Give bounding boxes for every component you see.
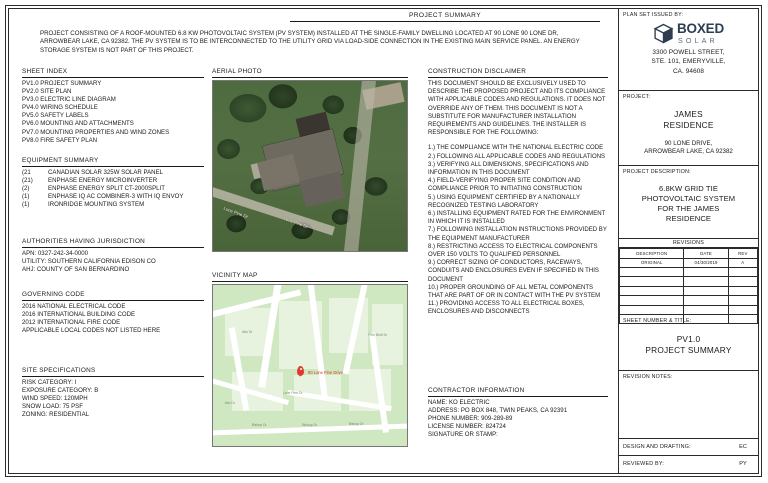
contractor-information-title: CONTRACTOR INFORMATION <box>428 387 525 394</box>
authorities-section <box>22 238 204 274</box>
contractor-information-rule <box>428 396 608 397</box>
design-drafting-value: EC <box>739 443 747 450</box>
vicinity-map-title: VICINITY MAP <box>212 272 258 279</box>
list-item: 5.) USING EQUIPMENT CERTIFIED BY A NATIONALLY RECOGNIZED TESTING LABORATORY <box>428 194 580 209</box>
reviewed-by-label: REVIEWED BY: <box>623 461 665 468</box>
table-row <box>22 201 204 209</box>
authorities-title: AUTHORITIES HAVING JURISDICTION <box>22 238 146 245</box>
equipment-summary-rule <box>22 166 204 167</box>
map-street-label: Bishop Dr <box>251 423 267 428</box>
table-row <box>22 169 204 177</box>
revision-description: ORIGINAL <box>620 258 684 267</box>
project-description-paragraph: PROJECT CONSISTING OF A ROOF-MOUNTED 6.8 KW PHOTOVOLTAIC SYSTEM (PV SYSTEM) INSTALLED AT THE SINGLE-FAMILY DWELLING LOCATED AT 90 LONE 90 LONE DR, ARROWBEAR LAKE, CA 92382. THE PV SYSTEM IS TO BE INTERCONNECTED TO THE UTILITY GRID VIA LOAD-SIDE CONNECTION IN THE EXISTING MAIN SERVICE PANEL. AN ENERGY STORAGE SYSTEM IS NOT PART OF THIS PROJECT. <box>40 30 580 54</box>
map-street-label: Bishop Dr <box>302 423 318 428</box>
sheet-index-title: SHEET INDEX <box>22 68 68 75</box>
issued-by-label: PLAN SET ISSUED BY: <box>623 12 684 18</box>
project-address-line: 90 LONE DRIVE, <box>664 139 713 147</box>
list-item: SIGNATURE OR STAMP: <box>428 431 498 439</box>
table-row <box>22 193 204 201</box>
equipment-qty: (1) <box>22 193 30 201</box>
construction-disclaimer-section <box>428 68 608 317</box>
equipment-desc: IRONRIDGE MOUNTING SYSTEM <box>48 201 145 209</box>
equipment-summary-section <box>22 157 204 209</box>
project-description-text <box>619 184 758 224</box>
map-street-label: Alto Dr <box>242 330 253 335</box>
equipment-qty: (2) <box>22 185 30 193</box>
table-row[interactable] <box>620 305 758 314</box>
revisions-table <box>619 248 758 324</box>
list-item: PV3.0 ELECTRIC LINE DIAGRAM <box>22 96 116 104</box>
table-row[interactable] <box>620 286 758 295</box>
site-specifications-section <box>22 367 204 419</box>
issued-by-cell <box>619 9 758 91</box>
vicinity-map-section <box>212 272 408 447</box>
design-drafting-cell <box>619 439 758 456</box>
revisions-cell <box>619 239 758 315</box>
table-row[interactable] <box>620 268 758 277</box>
company-logo <box>619 22 758 44</box>
list-item: 9.) CORRECT SIZING OF CONDUCTORS, RACEWAYS, CONDUITS AND ENCLOSURES EVEN IF SPECIFIED IN THIS DOCUMENT <box>428 260 599 283</box>
table-row[interactable] <box>620 277 758 286</box>
logo-name-primary: BOXED <box>676 21 724 36</box>
site-specifications-rule <box>22 376 204 377</box>
sheet-title: PROJECT SUMMARY <box>645 344 732 355</box>
revision-notes-cell[interactable] <box>619 371 758 438</box>
list-item: PV1.0 PROJECT SUMMARY <box>22 80 102 87</box>
list-item: PV4.0 WIRING SCHEDULE <box>22 104 98 112</box>
project-name <box>619 109 758 130</box>
aerial-photo-image <box>212 80 408 252</box>
description-line: FOR THE JAMES <box>657 203 720 213</box>
description-line: PHOTOVOLTAIC SYSTEM <box>641 193 736 203</box>
column-header: DESCRIPTION <box>620 249 684 258</box>
reviewed-by-cell <box>619 456 758 473</box>
sheet-identity <box>619 334 758 355</box>
reviewed-by-value: PY <box>739 461 747 468</box>
equipment-desc: ENPHASE ENERGY SPLIT CT-2000SPLIT <box>48 185 165 193</box>
aerial-photo-title: AERIAL PHOTO <box>212 68 262 75</box>
column-header: DATE <box>684 249 728 258</box>
design-drafting-row <box>619 439 758 455</box>
equipment-qty: (1) <box>22 201 30 209</box>
list-item: AHJ: COUNTY OF SAN BERNARDINO <box>22 266 130 274</box>
sheet-index-list <box>22 80 204 145</box>
authorities-list <box>22 250 204 274</box>
list-item: APPLICABLE LOCAL CODES NOT LISTED HERE <box>22 327 161 335</box>
equipment-qty: (21) <box>22 177 33 185</box>
list-item: PV5.0 SAFETY LABELS <box>22 112 89 120</box>
list-item: ZONING: RESIDENTIAL <box>22 411 90 419</box>
list-item: NAME: KO ELECTRIC <box>428 399 490 406</box>
list-item: ADDRESS: PO BOX 848, TWIN PEAKS, CA 92391 <box>428 407 568 415</box>
aerial-street-label: Lone Pine Dr <box>222 205 249 220</box>
column-header: REV <box>728 249 757 258</box>
table-row <box>22 177 204 185</box>
list-item: PHONE NUMBER: 909-289-89 <box>428 415 513 423</box>
equipment-desc: ENPHASE ENERGY MICROINVERTER <box>48 177 158 185</box>
revision-rev: A <box>728 258 757 267</box>
project-address-line: ARROWBEAR LAKE, CA 92382 <box>644 148 733 156</box>
map-street-label: Bishop Dr <box>348 421 364 426</box>
sheet-number-cell <box>619 315 758 371</box>
site-specifications-title: SITE SPECIFICATIONS <box>22 367 96 374</box>
contractor-information-section <box>428 387 608 439</box>
map-street-label: Alto Dr <box>224 400 235 405</box>
sheet-index-section <box>22 68 204 145</box>
equipment-summary-title: EQUIPMENT SUMMARY <box>22 157 99 164</box>
list-item: 3.) VERIFYING ALL DIMENSIONS, SPECIFICATIONS AND INFORMATION IN THIS DOCUMENT <box>428 161 589 177</box>
list-item: 2016 INTERNATIONAL BUILDING CODE <box>22 311 136 319</box>
company-address <box>619 48 758 76</box>
list-item: 2012 INTERNATIONAL FIRE CODE <box>22 319 121 327</box>
map-street-label: Lone Pine Dr <box>282 391 303 396</box>
list-item: PV2.0 SITE PLAN <box>22 88 72 96</box>
aerial-photo-section <box>212 68 408 252</box>
contractor-information-list <box>428 399 608 439</box>
project-description-label: PROJECT DESCRIPTION: <box>623 168 691 175</box>
list-item: PV7.0 MOUNTING PROPERTIES AND WIND ZONES <box>22 128 170 136</box>
revisions-title: REVISIONS <box>619 239 758 248</box>
construction-disclaimer-list <box>428 144 608 316</box>
list-item: APN: 0327-242-34-0000 <box>22 250 89 257</box>
list-item: 10.) PROPER GROUNDING OF ALL METAL COMPONENTS THAT ARE PART OF OR IN CONTACT WITH THE PV SYSTEM <box>428 284 601 300</box>
construction-disclaimer-intro: THIS DOCUMENT SHOULD BE EXCLUSIVELY USED TO DESCRIBE THE PROPOSED PROJECT AND ITS COMPLIANCE WITH APPLICABLE CODES AND REGULATIONS. IT DOES NOT OVERRIDE ANY OF THEM. THIS DOCUMENT IS NOT A SUBSTITUTE FOR MANUFACTURER INSTALLATION REQUIREMENTS AND GUIDELINES. THE INSTALLER IS RESPONSIBLE FOR THE FOLLOWING: <box>428 81 606 137</box>
site-specifications-list <box>22 379 204 419</box>
construction-disclaimer-title: CONSTRUCTION DISCLAIMER <box>428 68 527 75</box>
revision-notes-label: REVISION NOTES: <box>623 374 673 381</box>
table-row <box>22 185 204 193</box>
governing-code-list <box>22 303 204 335</box>
list-item: 4.) FIELD-VERIFYING PROPER SITE CONDITION AND COMPLIANCE PRIOR TO INITIATING CONSTRUCTION <box>428 178 582 193</box>
list-item: LICENSE NUMBER: 824724 <box>428 423 506 431</box>
project-address <box>619 140 758 157</box>
table-row[interactable] <box>620 296 758 305</box>
company-address-line: STE. 101, EMERYVILLE, <box>651 58 726 66</box>
page-title-rule <box>290 21 600 22</box>
logo-name-secondary: SOLAR <box>677 36 718 45</box>
aerial-road-vertical <box>342 80 377 252</box>
reviewed-by-row <box>619 456 758 473</box>
aerial-imagery <box>213 81 407 251</box>
list-item: 8.) RESTRICTING ACCESS TO ELECTRICAL COMPONENTS OVER 150 VOLTS TO QUALIFIED PERSONNEL <box>428 243 598 259</box>
list-item: WIND SPEED: 120MPH <box>22 395 88 403</box>
list-item: UTILITY: SOUTHERN CALIFORNIA EDISON CO <box>22 258 156 266</box>
list-item: 11.) PROVIDING ACCESS TO ALL ELECTRICAL BOXES, ENCLOSURES AND DISCONNECTS <box>428 301 585 316</box>
list-item: RISK CATEGORY: I <box>22 379 77 386</box>
project-label: PROJECT: <box>623 94 651 101</box>
table-header-row <box>620 249 758 258</box>
list-item: 2.) FOLLOWING ALL APPLICABLE CODES AND REGULATIONS <box>428 153 606 160</box>
description-line: 6.8KW GRID TIE <box>658 183 719 193</box>
list-item: PV6.0 MOUNTING AND ATTACHMENTS <box>22 120 134 128</box>
list-item: EXPOSURE CATEGORY: B <box>22 387 99 395</box>
construction-disclaimer-rule <box>428 77 608 78</box>
equipment-summary-list <box>22 169 204 209</box>
aerial-photo-rule <box>212 77 408 78</box>
sheet-number: PV1.0 <box>676 334 701 345</box>
list-item: PV8.0 FIRE SAFETY PLAN <box>22 136 98 144</box>
vicinity-map-canvas <box>213 285 407 446</box>
page-title-text: PROJECT SUMMARY <box>408 12 482 19</box>
list-item: 7.) FOLLOWING INSTALLATION INSTRUCTIONS PROVIDED BY THE EQUIPMENT MANUFACTURER <box>428 227 607 242</box>
description-line: RESIDENCE <box>665 213 712 223</box>
list-item: 6.) INSTALLING EQUIPMENT RATED FOR THE ENVIRONMENT IN WHICH IT IS INSTALLED <box>428 211 606 226</box>
equipment-desc: CANADIAN SOLAR 325W SOLAR PANEL <box>48 169 164 176</box>
equipment-qty: (21 <box>22 169 31 176</box>
aerial-street-label: Lone Pine Dr <box>282 216 309 230</box>
authorities-rule <box>22 247 204 248</box>
company-address-line: CA. 94608 <box>672 67 705 75</box>
list-item: 2016 NATIONAL ELECTRICAL CODE <box>22 303 126 310</box>
project-name-line: RESIDENCE <box>663 120 714 131</box>
project-description-cell <box>619 166 758 239</box>
project-name-line: JAMES <box>674 109 703 120</box>
sheet-index-rule <box>22 77 204 78</box>
map-pin-dot <box>300 368 303 371</box>
revision-date: 04/30/2019 <box>684 258 728 267</box>
map-street-label: Pine Bluff Dr <box>368 333 388 338</box>
governing-code-title: GOVERNING CODE <box>22 291 85 298</box>
title-block <box>618 8 759 474</box>
vicinity-map-rule <box>212 281 408 282</box>
table-row[interactable] <box>620 258 758 267</box>
governing-code-section <box>22 291 204 335</box>
list-item: SNOW LOAD: 75 PSF <box>22 403 83 411</box>
governing-code-rule <box>22 300 204 301</box>
design-drafting-label: DESIGN AND DRAFTING: <box>623 443 691 450</box>
company-address-line: 3300 POWELL STREET, <box>652 49 725 57</box>
equipment-desc: ENPHASE IQ AC COMBINER-3 WITH IQ ENVOY <box>48 193 184 201</box>
project-cell <box>619 91 758 165</box>
vicinity-map-image <box>212 284 408 447</box>
list-item: 1.) THE COMPLIANCE WITH THE NATIONAL ELECTRIC CODE <box>428 145 604 152</box>
company-logo-text <box>677 22 724 44</box>
page-title <box>290 12 600 22</box>
map-pin-label: 90 Lone Pine Drive <box>308 370 343 376</box>
sheet-number-label: SHEET NUMBER & TITLE: <box>623 318 692 325</box>
cube-icon <box>653 23 674 44</box>
